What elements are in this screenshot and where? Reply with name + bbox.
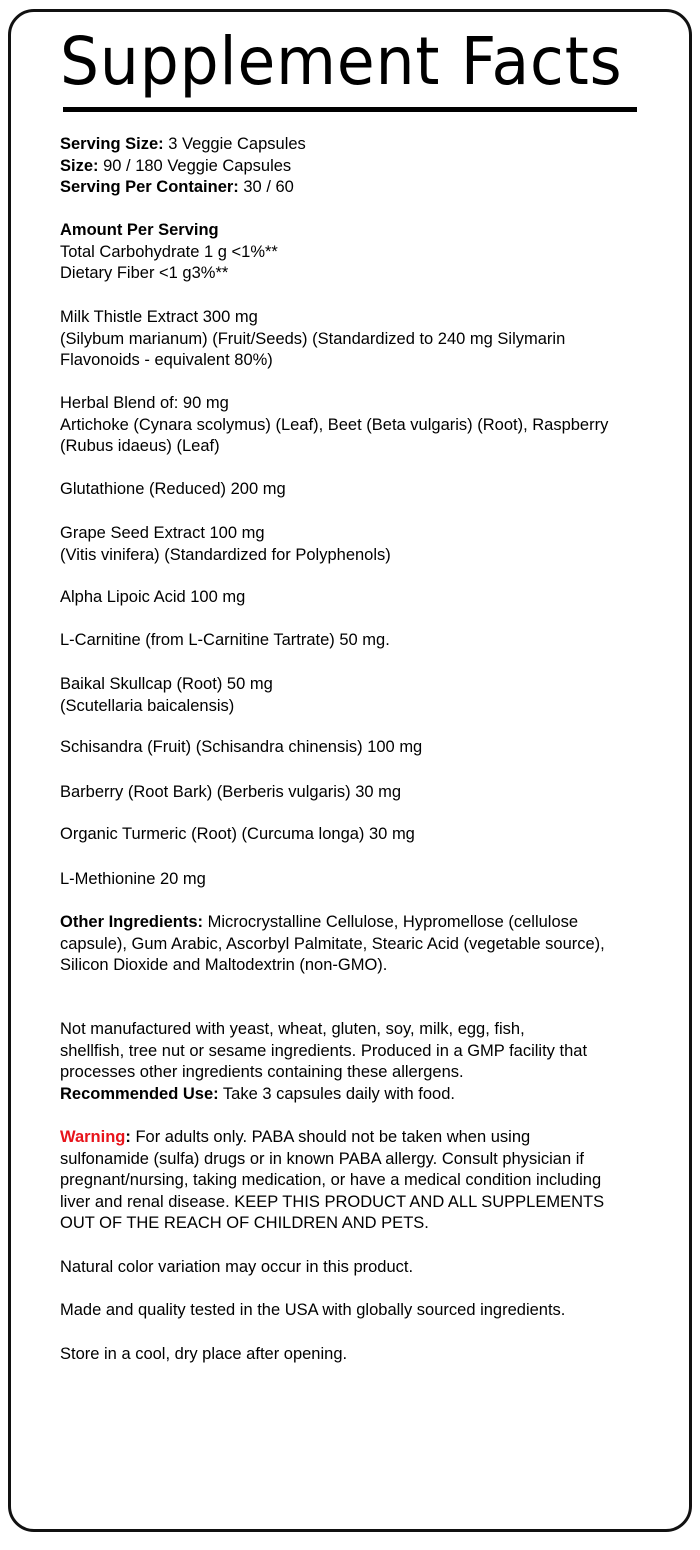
serving-size: Serving Size: 3 Veggie Capsules [60,135,306,153]
ingredient-line: Milk Thistle Extract 300 mg [60,308,258,326]
ingredient-line: (Rubus idaeus) (Leaf) [60,437,220,455]
ingredient-line: (Silybum marianum) (Fruit/Seeds) (Standardized to 240 mg Silymarin [60,329,566,348]
ingredient-item [60,782,401,804]
servings-per-container: Serving Per Container: 30 / 60 [60,178,294,196]
ingredient-line: Alpha Lipoic Acid 100 mg [60,588,246,606]
note-color: Natural color variation may occur in this product. [60,1258,414,1276]
ingredient-line: L-Carnitine (from L-Carnitine Tartrate) 50 mg. [60,631,390,649]
ingredient-item [60,479,286,501]
amount-line: Dietary Fiber <1 g3%** [60,264,229,282]
recommended-use: Recommended Use: Take 3 capsules daily with food. [60,1085,455,1103]
ingredient-line: Organic Turmeric (Root) (Curcuma longa) 30 mg [60,825,415,843]
ingredient-item [60,523,391,566]
ingredient-item [60,824,415,846]
ingredient-line: Barberry (Root Bark) (Berberis vulgaris) 30 mg [60,783,402,801]
ingredient-line: Schisandra (Fruit) (Schisandra chinensis) 100 mg [60,738,423,756]
ingredient-item [60,393,608,458]
page-title: Supplement Facts [60,23,623,100]
serving-info [60,134,306,199]
ingredient-line: L-Methionine 20 mg [60,870,206,888]
amount-per-serving [60,220,278,285]
ingredient-line: Grape Seed Extract 100 mg [60,524,265,542]
warning: Warning: For adults only. PABA should not be taken when using sulfonamide (sulfa) drugs or in known PABA allergy. Consult physician if pregnant/nursing, taking medication, or have a medical condition including liver and renal disease. KEEP THIS PRODUCT AND ALL SUPPLEMENTS OUT OF THE REACH OF CHILDREN AND PETS. [60,1128,605,1232]
title-underline [63,107,637,112]
ingredient-item [60,630,390,652]
ingredient-item [60,737,422,759]
ingredient-line: Flavonoids - equivalent 80%) [60,351,273,369]
amount-line: Total Carbohydrate 1 g <1%** [60,242,278,261]
note-origin: Made and quality tested in the USA with globally sourced ingredients. [60,1301,566,1319]
ingredient-line: (Scutellaria baicalensis) [60,696,235,715]
ingredient-line: Artichoke (Cynara scolymus) (Leaf), Beet (Beta vulgaris) (Root), Raspberry [60,415,609,434]
warning-label: Warning [60,1128,126,1146]
other-ingredients: Other Ingredients: Microcrystalline Cellulose, Hypromellose (cellulose capsule), Gum Arabic, Ascorbyl Palmitate, Stearic Acid (vegetable source), Silicon Dioxide and Maltodextrin (non-GMO). [60,913,605,974]
container-size: Size: 90 / 180 Veggie Capsules [60,156,292,175]
ingredient-item [60,307,565,372]
allergen-statement: Not manufactured with yeast, wheat, gluten, soy, milk, egg, fish, shellfish, tree nut or sesame ingredients. Produced in a GMP facility that processes other ingredients containing these allergens. [60,1020,588,1081]
amount-heading: Amount Per Serving [60,221,219,239]
ingredient-line: Baikal Skullcap (Root) 50 mg [60,675,273,693]
ingredient-item [60,587,245,609]
ingredient-line: Herbal Blend of: 90 mg [60,394,229,412]
note-storage: Store in a cool, dry place after opening. [60,1345,348,1363]
ingredient-item [60,674,273,717]
ingredient-item [60,869,206,891]
ingredient-line: (Vitis vinifera) (Standardized for Polyphenols) [60,545,391,564]
ingredient-line: Glutathione (Reduced) 200 mg [60,480,286,498]
